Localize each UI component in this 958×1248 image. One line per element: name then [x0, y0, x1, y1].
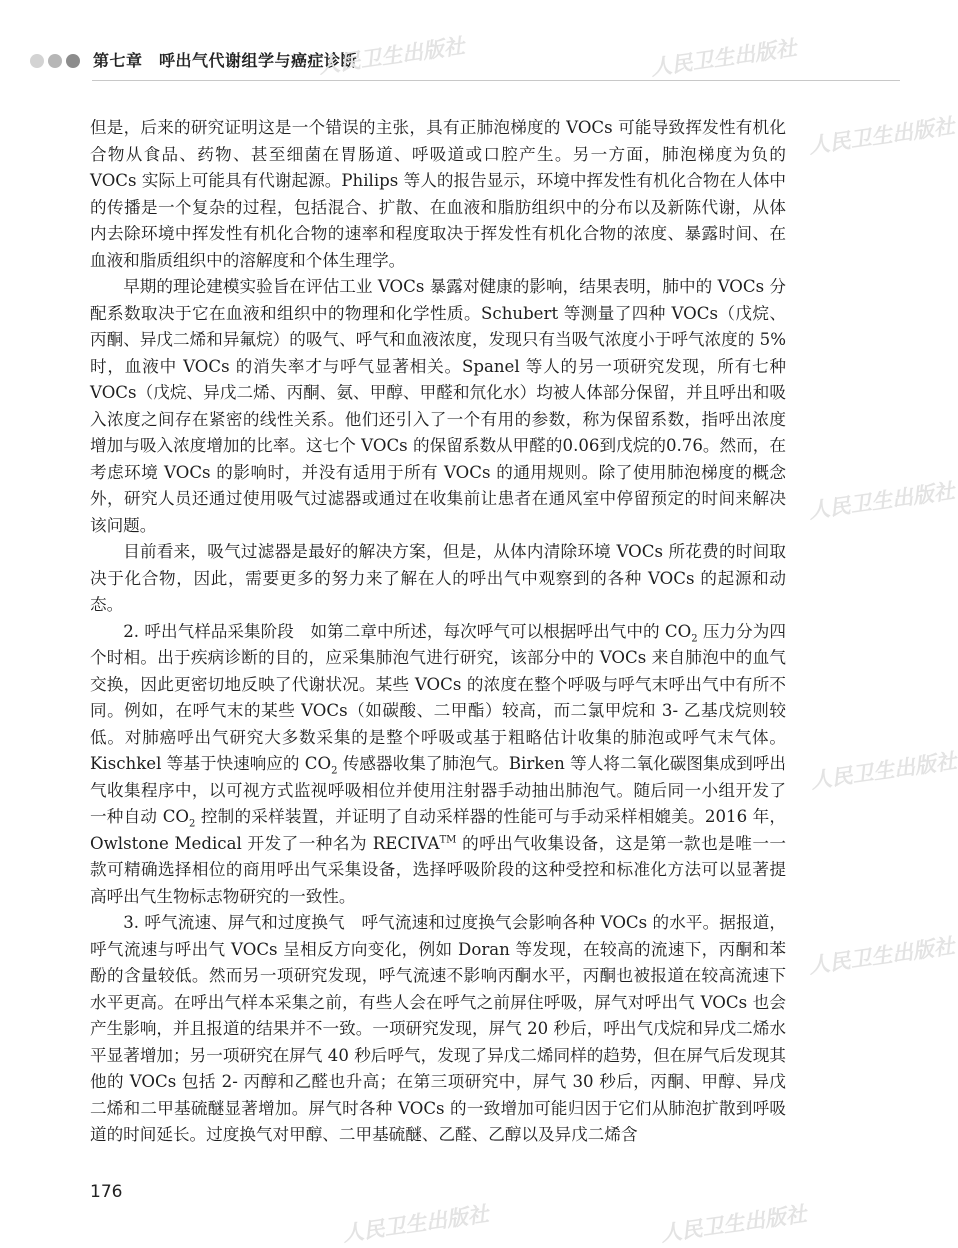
watermark: 人民卫生出版社: [807, 932, 957, 979]
watermark: 人民卫生出版社: [659, 1200, 809, 1247]
paragraph: [90, 619, 786, 911]
watermark: 人民卫生出版社: [807, 477, 957, 524]
paragraph: 但是，后来的研究证明这是一个错误的主张，具有正肺泡梯度的 VOCs 可能导致挥发性有机化合物从食品、药物、甚至细菌在胃肠道、呼吸道或口腔产生。另一方面，肺泡梯度为负的 VOCs 实际上可能具有代谢起源。Philips 等人的报告显示，环境中挥发性有机化合物在人体中的传播是一个复杂的过程，包括混合、扩散、在血液和脂肪组织中的分布以及新陈代谢，从体内去除环境中挥发性有机化合物的速率和程度取决于挥发性有机化合物的浓度、暴露时间、在血液和脂质组织中的溶解度和个体生理学。: [90, 118, 786, 270]
watermark: 人民卫生出版社: [317, 32, 467, 79]
watermark: 人民卫生出版社: [807, 112, 957, 159]
subscript: 2: [189, 818, 196, 830]
text-run: 传感器收集了肺泡气。Birken 等人将二氧化碳图集成到呼出气收集程序中，以可视方式监视呼吸相位并使用注射器手动抽出肺泡气。随后同一小组开发了一种自动 CO: [90, 754, 787, 826]
watermark: 人民卫生出版社: [649, 34, 799, 81]
page-number: 176: [90, 1182, 123, 1202]
subscript: 2: [691, 632, 698, 644]
paragraph: 目前看来，吸气过滤器是最好的解决方案，但是，从体内清除环境 VOCs 所花费的时间取决于化合物，因此，需要更多的努力来了解在人的呼出气中观察到的各种 VOCs 的起源和动态。: [90, 542, 786, 614]
watermark: 人民卫生出版社: [341, 1200, 491, 1247]
trademark: TM: [439, 833, 457, 845]
chapter-title: 第七章 呼出气代谢组学与癌症诊断: [93, 51, 358, 70]
dot-icon: [30, 54, 44, 68]
text-run: 的呼出气收集设备，这是第一款也是唯一一款可精确选择相位的商用呼出气采集设备，选择呼吸阶段的这种受控和标准化方法可以显著提高呼出气生物标志物研究的一致性。: [90, 833, 786, 906]
paragraph: 3. 呼气流速、屏气和过度换气 呼气流速和过度换气会影响各种 VOCs 的水平。据报道，呼气流速与呼出气 VOCs 呈相反方向变化，例如 Doran 等发现，在较高的流速下，丙酮和苯酚的含量较低。然而另一项研究发现，呼气流速不影响丙酮水平，丙酮也被报道在较高流速下水平更高。在呼出气样本采集之前，有些人会在呼气之前屏住呼吸，屏气对呼出气 VOCs 也会产生影响，并且报道的结果并不一致。一项研究发现，屏气 20 秒后，呼出气戊烷和异戊二烯水平显著增加；另一项研究在屏气 40 秒后呼气，发现了异戊二烯同样的趋势，但在屏气后发现其他的 VOCs 包括 2- 丙醇和乙醛也升高；在第三项研究中，屏气 30 秒后，丙酮、甲醇、异戊二烯和二甲基硫醚显著增加。屏气时各种 VOCs 的一致增加可能归因于它们从肺泡扩散到呼吸道的时间延长。过度换气对甲醇、二甲基硫醚、乙醛、乙醇以及异戊二烯含: [90, 913, 786, 1144]
text-run: 2. 呼出气样品采集阶段 如第二章中所述，每次呼气可以根据呼出气中的 CO: [123, 621, 692, 641]
text-run: 控制的采样装置，并证明了自动采样器的性能可与手动采样相媲美。2016 年，Owlstone Medical 开发了一种名为 RECIVA: [90, 807, 787, 853]
body-text: [90, 115, 786, 1149]
header-rule: [92, 80, 900, 81]
watermark: 人民卫生出版社: [809, 747, 958, 794]
dot-icon: [66, 54, 80, 68]
subscript: 2: [331, 765, 338, 777]
text-run: 压力分为四个时相。出于疾病诊断的目的，应采集肺泡气进行研究，该部分中的 VOCs 来自肺泡中的血气交换，因此更密切地反映了代谢状况。某些 VOCs 的浓度在整个呼吸与呼气末呼出气中有所不同。例如，在呼气末的某些 VOCs（如碳酸、二甲酯）较高，而二氯甲烷和 3- 乙基戊烷则较低。对肺癌呼出气研究大多数采集的是整个呼吸或基于粗略估计收集的肺泡或呼气末气体。Kischkel 等基于快速响应的 CO: [90, 621, 786, 773]
dot-icon: [48, 54, 62, 68]
paragraph: 早期的理论建模实验旨在评估工业 VOCs 暴露对健康的影响，结果表明，肺中的 VOCs 分配系数取决于它在血液和组织中的物理和化学性质。Schubert 等测量了四种 VOCs（戊烷、丙酮、异戊二烯和异氟烷）的吸气、呼气和血液浓度，发现只有当吸气浓度小于呼气浓度的 5% 时，血液中 VOCs 的消失率才与呼气显著相关。Spanel 等人的另一项研究发现，所有七种 VOCs（戊烷、异戊二烯、丙酮、氨、甲醇、甲醛和氘化水）均被人体部分保留，并且呼出和吸入浓度之间存在紧密的线性关系。他们还引入了一个有用的参数，称为保留系数，指呼出浓度增加与吸入浓度增加的比率。这七个 VOCs 的保留系数从甲醛的0.06到戊烷的0.76。然而，在考虑环境 VOCs 的影响时，并没有适用于所有 VOCs 的通用规则。除了使用肺泡梯度的概念外，研究人员还通过使用吸气过滤器或通过在收集前让患者在通风室中停留预定的时间来解决该问题。: [90, 277, 786, 535]
